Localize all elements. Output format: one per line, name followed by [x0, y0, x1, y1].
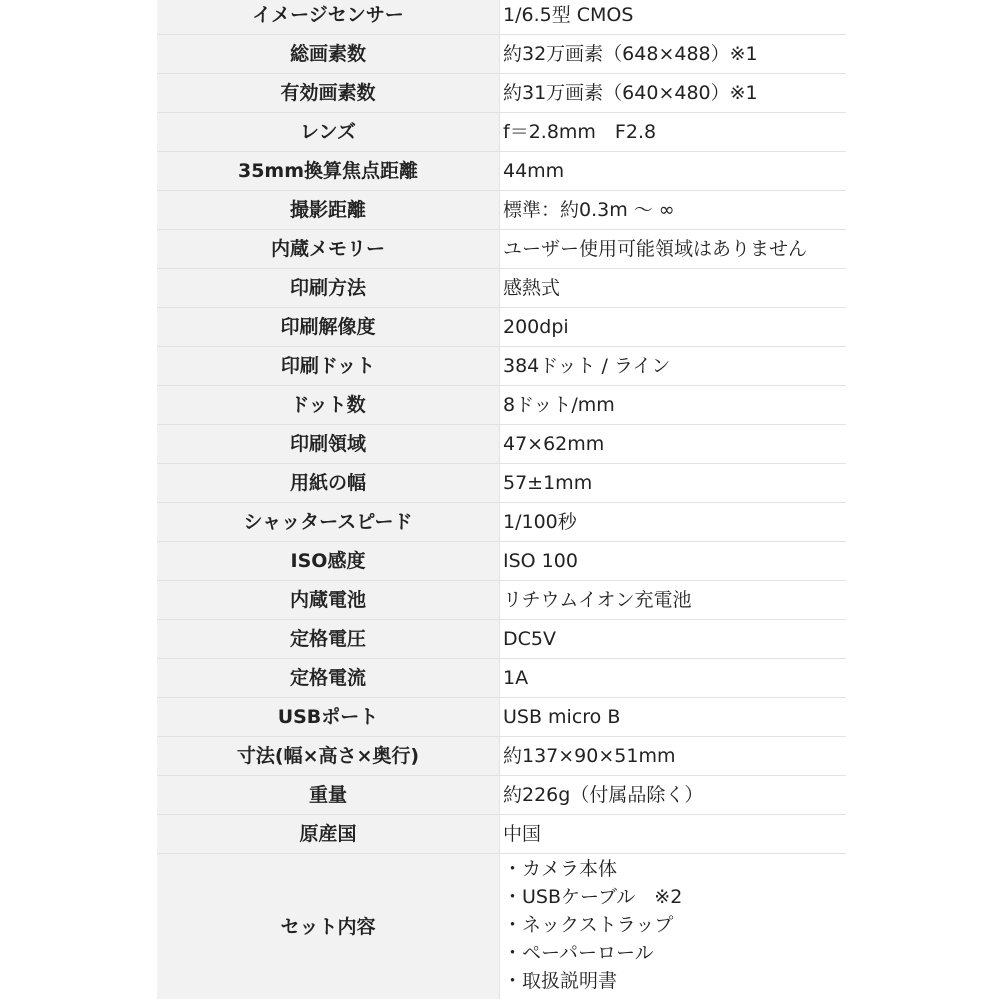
spec-label: 有効画素数 — [157, 74, 500, 113]
spec-label: 35mm換算焦点距離 — [157, 152, 500, 191]
spec-label: シャッタースピード — [157, 503, 500, 542]
spec-row — [157, 35, 846, 74]
spec-value: USB micro B — [500, 698, 847, 737]
spec-value: 中国 — [500, 815, 847, 854]
spec-value: 1/6.5型 CMOS — [500, 0, 847, 35]
spec-value: リチウムイオン充電池 — [500, 581, 847, 620]
spec-label: 原産国 — [157, 815, 500, 854]
spec-label: 内蔵メモリー — [157, 230, 500, 269]
spec-value: 約32万画素（648×488）※1 — [500, 35, 847, 74]
spec-row — [157, 425, 846, 464]
spec-row — [157, 659, 846, 698]
spec-table — [157, 0, 846, 999]
spec-label: 内蔵電池 — [157, 581, 500, 620]
spec-label: USBポート — [157, 698, 500, 737]
spec-label: ドット数 — [157, 386, 500, 425]
spec-label: 撮影距離 — [157, 191, 500, 230]
spec-value: 200dpi — [500, 308, 847, 347]
spec-row — [157, 698, 846, 737]
spec-row — [157, 386, 846, 425]
spec-row — [157, 737, 846, 776]
spec-value-list — [500, 854, 847, 1000]
spec-label: レンズ — [157, 113, 500, 152]
spec-row — [157, 581, 846, 620]
spec-label: 印刷領域 — [157, 425, 500, 464]
set-item: ・USBケーブル ※2 — [503, 886, 683, 908]
set-item: ・ペーパーロール — [503, 942, 654, 964]
spec-row — [157, 230, 846, 269]
set-item: ・ネックストラップ — [503, 914, 674, 936]
spec-row — [157, 269, 846, 308]
spec-label: 定格電圧 — [157, 620, 500, 659]
spec-value: DC5V — [500, 620, 847, 659]
set-item: ・取扱説明書 — [503, 970, 618, 992]
spec-label: セット内容 — [157, 854, 500, 1000]
spec-label: ISO感度 — [157, 542, 500, 581]
spec-row — [157, 347, 846, 386]
spec-label: 印刷解像度 — [157, 308, 500, 347]
spec-value: 57±1mm — [500, 464, 847, 503]
spec-row — [157, 620, 846, 659]
spec-label: イメージセンサー — [157, 0, 500, 35]
set-item: ・カメラ本体 — [503, 858, 618, 880]
spec-row — [157, 464, 846, 503]
spec-value: 384ドット / ライン — [500, 347, 847, 386]
spec-row — [157, 308, 846, 347]
spec-row — [157, 815, 846, 854]
spec-label: 用紙の幅 — [157, 464, 500, 503]
spec-value: 1/100秒 — [500, 503, 847, 542]
spec-row — [157, 191, 846, 230]
spec-value: 約31万画素（640×480）※1 — [500, 74, 847, 113]
spec-row — [157, 542, 846, 581]
spec-label: 印刷方法 — [157, 269, 500, 308]
spec-value: 8ドット/mm — [500, 386, 847, 425]
spec-value: ISO 100 — [500, 542, 847, 581]
spec-value: 感熱式 — [500, 269, 847, 308]
spec-value: 1A — [500, 659, 847, 698]
spec-value: ユーザー使用可能領域はありません — [500, 230, 847, 269]
spec-row — [157, 0, 846, 35]
spec-row — [157, 776, 846, 815]
spec-row — [157, 113, 846, 152]
spec-value: 約137×90×51mm — [500, 737, 847, 776]
spec-value: 約226g（付属品除く） — [500, 776, 847, 815]
spec-label: 重量 — [157, 776, 500, 815]
spec-label: 寸法(幅×高さ×奥行) — [157, 737, 500, 776]
spec-row — [157, 152, 846, 191]
spec-row-set-contents — [157, 854, 846, 1000]
spec-label: 定格電流 — [157, 659, 500, 698]
spec-label: 総画素数 — [157, 35, 500, 74]
spec-row — [157, 74, 846, 113]
spec-row — [157, 503, 846, 542]
spec-value: 44mm — [500, 152, 847, 191]
spec-value: 47×62mm — [500, 425, 847, 464]
spec-label: 印刷ドット — [157, 347, 500, 386]
spec-value: f＝2.8mm F2.8 — [500, 113, 847, 152]
spec-value: 標準：約0.3m 〜 ∞ — [500, 191, 847, 230]
spec-table-body — [157, 0, 846, 999]
